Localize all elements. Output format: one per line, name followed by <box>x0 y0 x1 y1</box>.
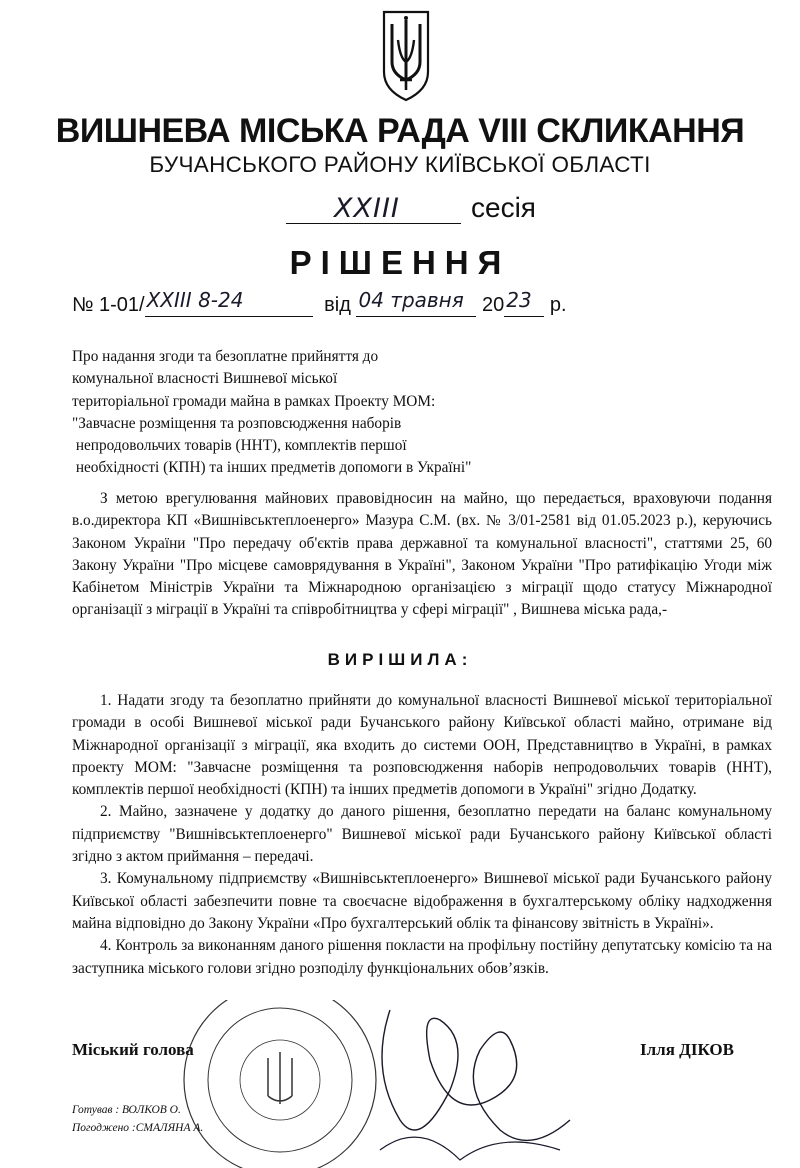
decision-date-field <box>356 288 476 317</box>
subject-line: комунальної власності Вишневої міської <box>72 370 338 388</box>
signatory-name: Ілля ДІКОВ <box>640 1040 734 1059</box>
session-number-field <box>286 195 461 224</box>
decision-from-label: від <box>324 294 351 316</box>
subject-line: необхідності (КПН) та інших предметів допомоги в Україні" <box>72 459 472 477</box>
decision-number: XXIII 8-24 <box>146 288 244 312</box>
trident-emblem-icon <box>380 10 432 102</box>
subject-line: непродовольчих товарів (ННТ), комплектів першої <box>72 437 407 455</box>
subject-line: Про надання згоди та безоплатне прийняття до <box>72 348 379 365</box>
resolution-item: 4. Контроль за виконанням даного рішення покласти на профільну постійну депутатську комісію та на заступника міського голови згідно розподілу функціональних обов’язків. <box>72 937 772 977</box>
resolution-item: 1. Надати згоду та безоплатно прийняти до комунальної власності Вишневої міської територіальної громади в особі Вишневої міської ради Бучанського району Київської області майно, отримане від Міжнародної організації з міграції, яка входить до системи ООН, Представництво в Україні, в рамках проекту МОМ: "Завчасне розміщення та розповсюдження наборів непродовольчих товарів (ННТ), комплектів першої необхідності (КПН) та інших предметів допомоги в Україні" згідно Додатку. <box>72 692 772 799</box>
prepared-by: Готував : ВОЛКОВ О. <box>72 1104 181 1116</box>
session-label: сесія <box>471 192 536 223</box>
subject-line: територіальної громади майна в рамках Проекту МОМ: <box>72 392 436 410</box>
session-number: XXIII <box>334 193 400 224</box>
resolved-heading: ВИРІШИЛА: <box>327 650 473 669</box>
handwritten-signature <box>360 1000 590 1168</box>
resolution-items <box>72 690 772 980</box>
decision-year: 23 <box>506 288 532 312</box>
decision-year-end: р. <box>549 294 567 316</box>
document-title: РІШЕННЯ <box>289 244 511 281</box>
session-line <box>286 192 536 224</box>
decision-number-line <box>72 288 567 317</box>
decision-subject <box>72 346 471 480</box>
decision-number-field <box>145 288 313 317</box>
preamble <box>72 488 772 622</box>
council-title: ВИШНЕВА МІСЬКА РАДА VIII СКЛИКАННЯ <box>55 112 745 150</box>
decision-year-prefix: 20 <box>482 294 505 316</box>
signatory-position: Міський голова <box>72 1040 194 1059</box>
council-subtitle: БУЧАНСЬКОГО РАЙОНУ КИЇВСЬКОЇ ОБЛАСТІ <box>149 152 651 177</box>
preamble-text: З метою врегулювання майнових правовідносин на майно, що передається, враховуючи подання в.о.директора КП «Вишнівськтеплоенерго» Мазура С.М. (вх. № 3/01-2581 від 01.05.2023 р.), керуючись Законом України "Про передачу об'єктів права державної та комунальної власності", статтями 25, 60 Закону України "Про місцеве самоврядування в Україні", Законом України "Про ратифікацію Угоди між Кабінетом Міністрів України та Міжнародною організацією з міграції щодо статусу Міжнародної організації з міграції в Україні та співробітництва у сфері міграції" , Вишнева міська рада,- <box>72 490 772 619</box>
resolution-item: 3. Комунальному підприємству «Вишнівськтеплоенерго» Вишневої міської ради Бучанського району Київської області забезпечити повне та своєчасне відображення в бухгалтерському обліку надходження майна відповідно до Закону України «Про бухгалтерський облік та фінансову звітність в Україні». <box>72 870 772 932</box>
decision-number-prefix: № 1-01/ <box>72 294 145 316</box>
decision-year-field <box>504 288 544 317</box>
decision-date: 04 травня <box>358 288 464 312</box>
subject-line: "Завчасне розміщення та розповсюдження наборів <box>72 414 402 432</box>
approved-by: Погоджено :СМАЛЯНА А. <box>72 1122 204 1134</box>
resolution-item: 2. Майно, зазначене у додатку до даного рішення, безоплатно передати на баланс комунальному підприємству "Вишнівськтеплоенерго" Вишневої міської ради Бучанського району Київської області згідно з актом приймання – передачі. <box>72 803 772 866</box>
